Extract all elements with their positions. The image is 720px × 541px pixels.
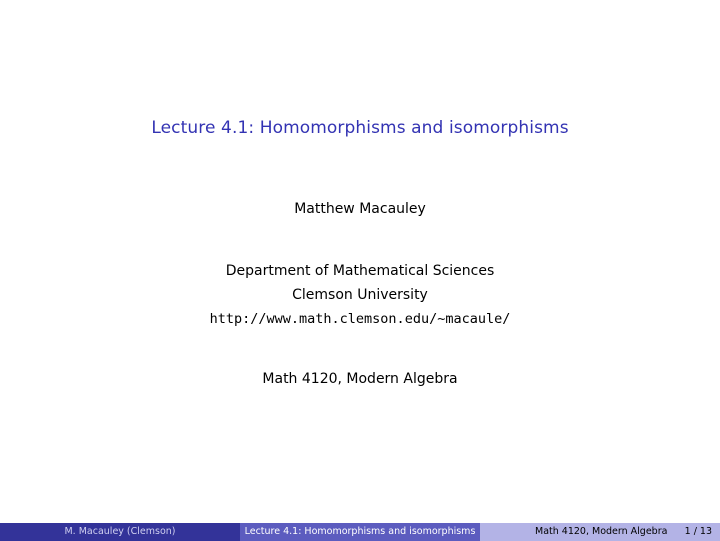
- author-url[interactable]: http://www.math.clemson.edu/~macaule/: [209, 311, 511, 327]
- footer-lecture-title: Lecture 4.1: Homomorphisms and isomorphisms: [240, 523, 480, 541]
- footer-author: M. Macauley (Clemson): [0, 523, 240, 541]
- footer-bar: [0, 523, 720, 541]
- footer-page-number: 1 / 13: [684, 526, 712, 537]
- slide-title: Lecture 4.1: Homomorphisms and isomorphisms: [151, 118, 569, 138]
- department: Department of Mathematical Sciences: [225, 263, 495, 279]
- course-name: Math 4120, Modern Algebra: [262, 371, 458, 387]
- university: Clemson University: [292, 287, 428, 303]
- footer-course: Math 4120, Modern Algebra: [535, 526, 668, 537]
- author-name: Matthew Macauley: [294, 201, 426, 217]
- footer-course-info: [480, 523, 720, 541]
